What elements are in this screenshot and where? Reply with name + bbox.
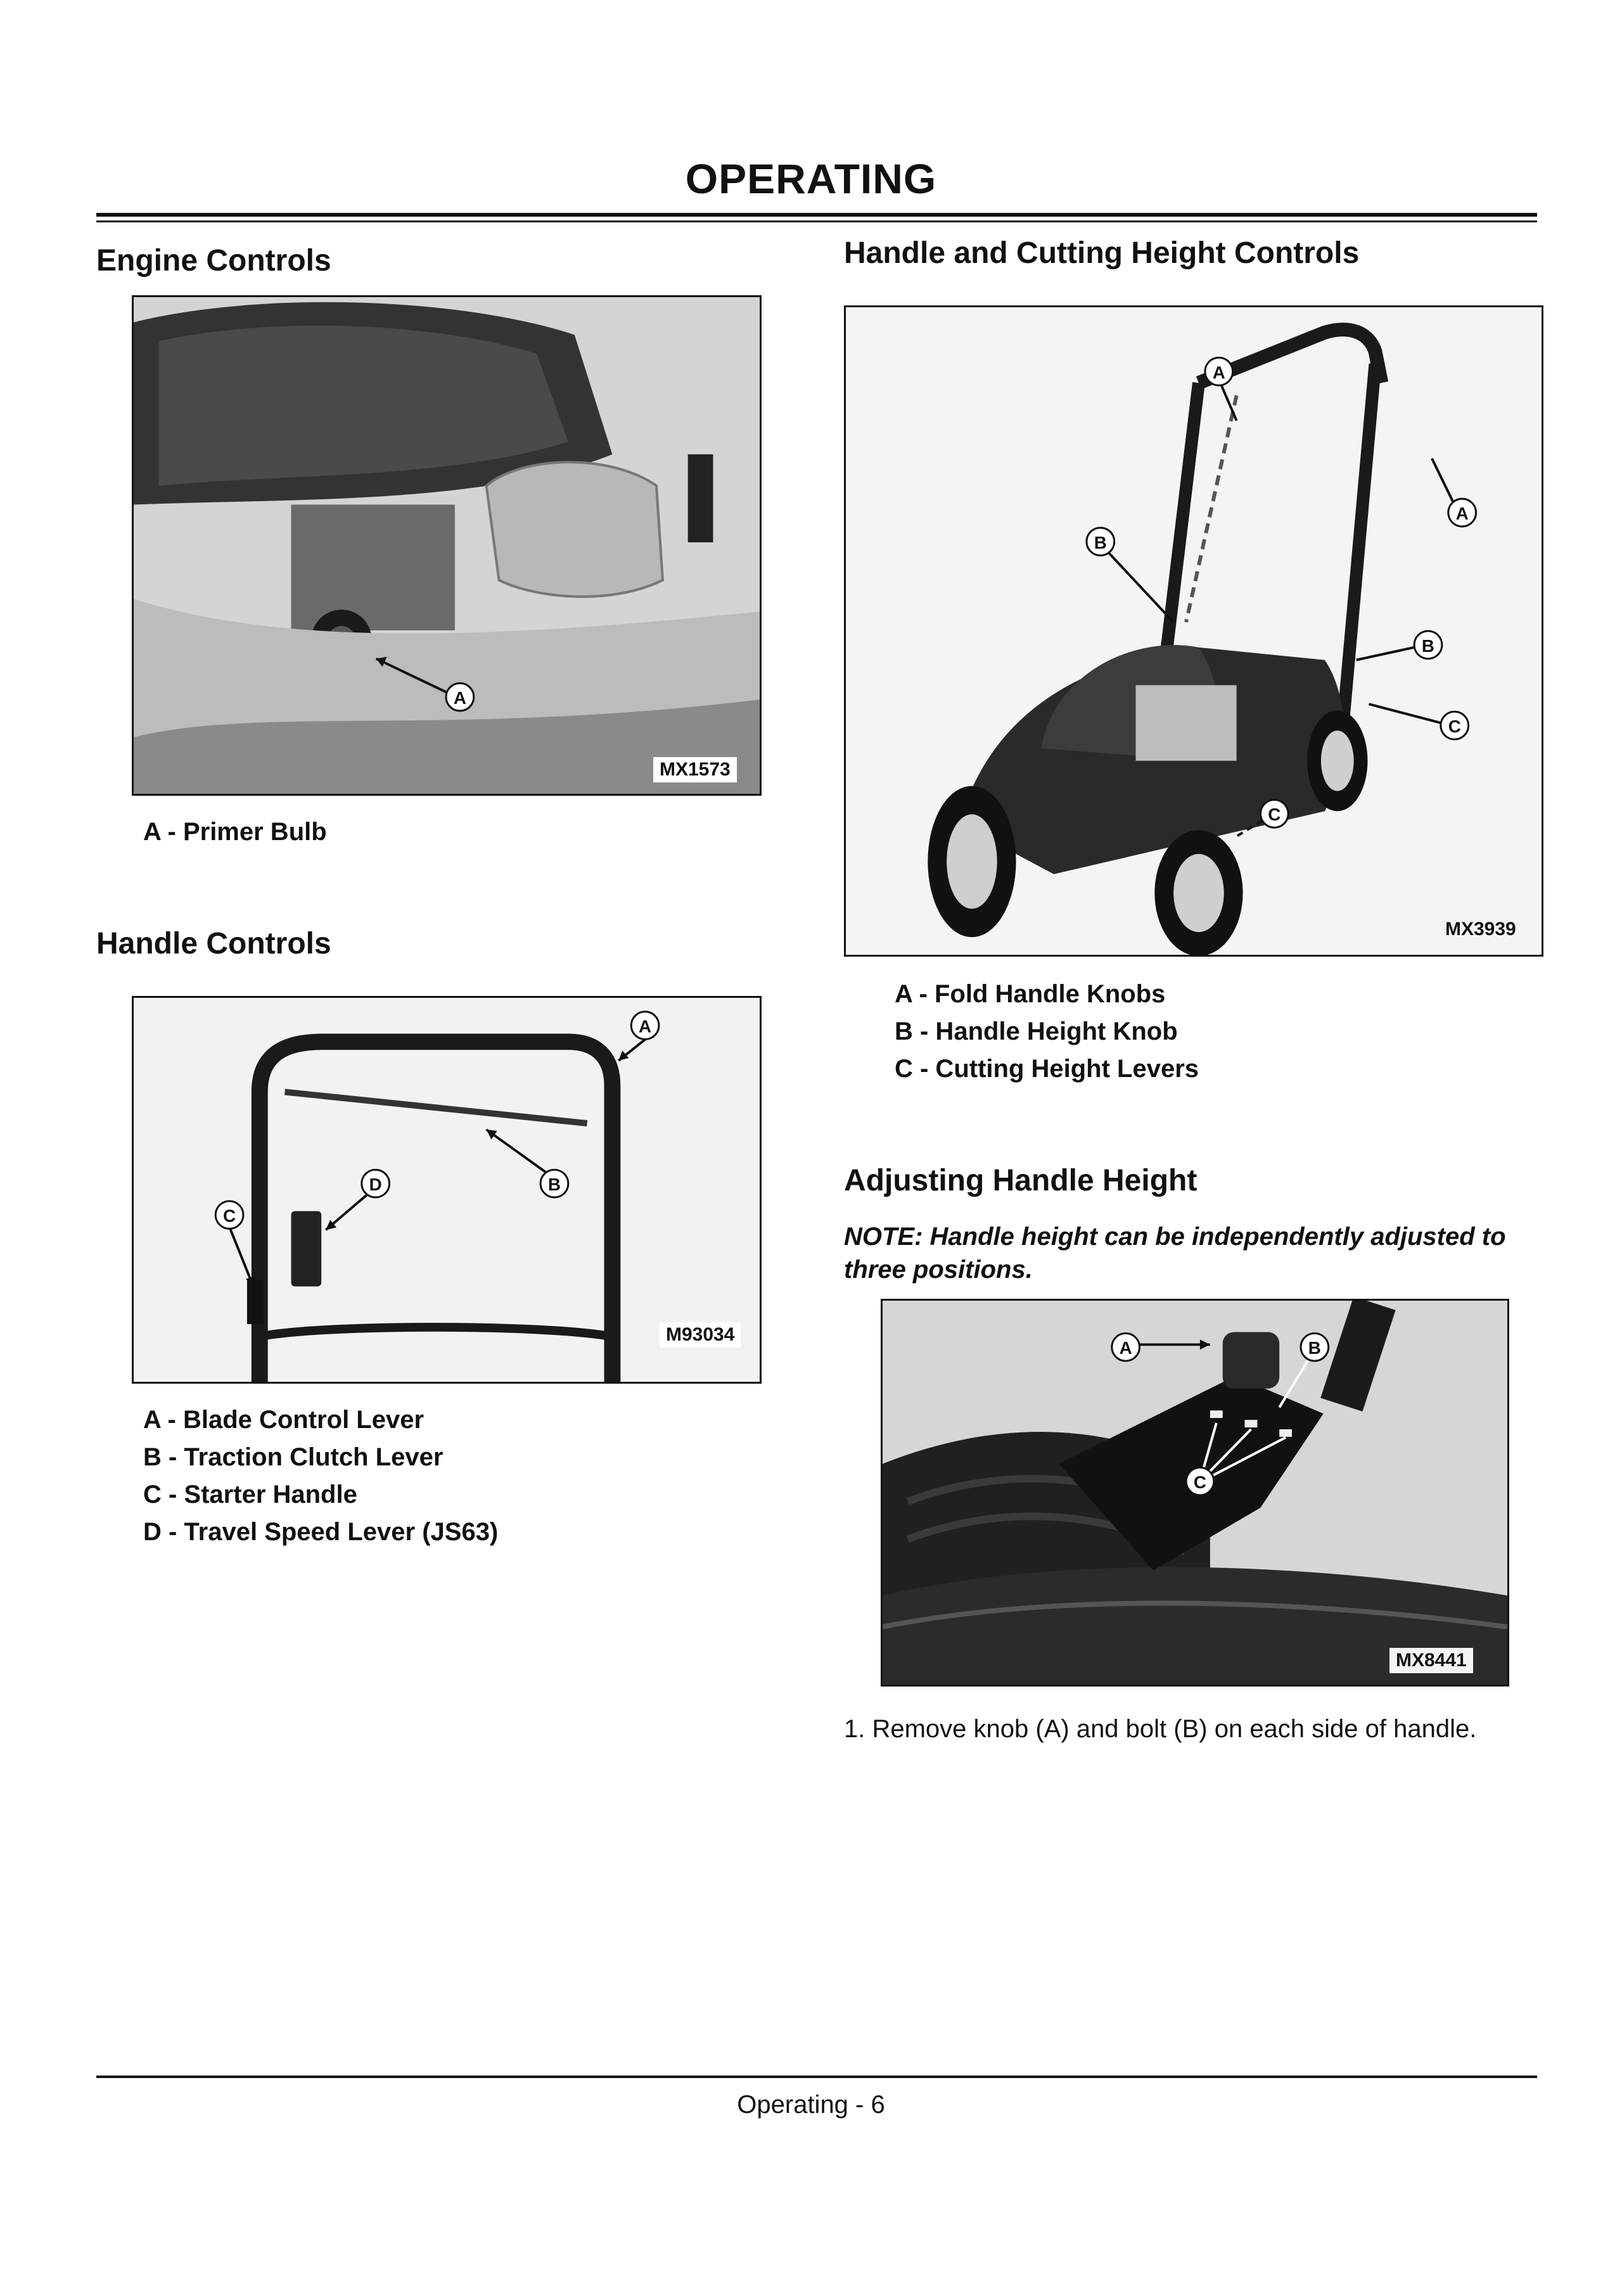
engine-controls-legend: [143, 813, 327, 851]
handle-figure-id: M93034: [660, 1322, 741, 1348]
handle-controls-figure: [132, 996, 762, 1384]
step-list: [844, 1713, 1541, 1745]
legend-item: B - Handle Height Knob: [895, 1017, 1178, 1045]
mower-callout-a-top: A: [1212, 362, 1225, 383]
mower-callout-b-left: B: [1094, 532, 1107, 552]
engine-controls-heading: Engine Controls: [96, 244, 331, 277]
legend-item: C - Starter Handle: [143, 1481, 357, 1508]
bracket-callout-b: B: [1308, 1338, 1321, 1358]
legend-item: A - Blade Control Lever: [143, 1406, 425, 1434]
handle-callout-d: D: [369, 1175, 382, 1194]
handle-controls-heading: Handle Controls: [96, 927, 331, 960]
header-rule-thin: [96, 220, 1537, 222]
handle-controls-legend: [143, 1401, 498, 1551]
handle-callout-c: C: [223, 1206, 236, 1226]
handle-cutting-heading: Handle and Cutting Height Controls: [844, 236, 1360, 270]
mower-callout-c-center: C: [1268, 805, 1281, 825]
legend-item: D - Travel Speed Lever (JS63): [143, 1518, 499, 1546]
legend-item: A - Fold Handle Knobs: [895, 980, 1166, 1008]
bracket-callout-c: C: [1193, 1472, 1207, 1493]
handle-callout-b: B: [547, 1175, 561, 1194]
header-rule-thick: [96, 213, 1537, 217]
handle-callout-a: A: [639, 1016, 652, 1036]
handle-cutting-figure: [844, 305, 1543, 957]
note-text: NOTE: Handle height can be independently adjusted to three positions.: [844, 1223, 1506, 1284]
mower-figure-id: MX3939: [1445, 919, 1516, 940]
mower-callout-a-right: A: [1455, 504, 1469, 524]
engine-callout-a: A: [453, 688, 466, 708]
legend-item: A - Primer Bulb: [143, 818, 327, 846]
legend-item: C - Cutting Height Levers: [895, 1055, 1199, 1083]
handle-bracket-illustration: [883, 1301, 1507, 1685]
adjusting-handle-figure: [881, 1299, 1509, 1687]
page-footer: Operating - 6: [737, 2091, 885, 2119]
mower-callout-c-right: C: [1448, 717, 1461, 737]
footer-rule: [96, 2076, 1537, 2078]
handle-cutting-legend: [895, 976, 1199, 1088]
mower-illustration: [846, 307, 1542, 955]
bracket-figure-id: MX8441: [1389, 1648, 1473, 1673]
mower-callout-b-right: B: [1421, 635, 1435, 656]
bracket-callout-a: A: [1119, 1338, 1132, 1358]
step-item: 1. Remove knob (A) and bolt (B) on each side of handle.: [844, 1715, 1477, 1743]
adjusting-handle-height-heading: Adjusting Handle Height: [844, 1164, 1197, 1197]
legend-item: B - Traction Clutch Lever: [143, 1443, 444, 1471]
page-title: OPERATING: [685, 155, 937, 202]
engine-photo-illustration: [134, 297, 760, 794]
engine-controls-figure: [132, 295, 762, 796]
engine-figure-id: MX1573: [653, 757, 737, 782]
